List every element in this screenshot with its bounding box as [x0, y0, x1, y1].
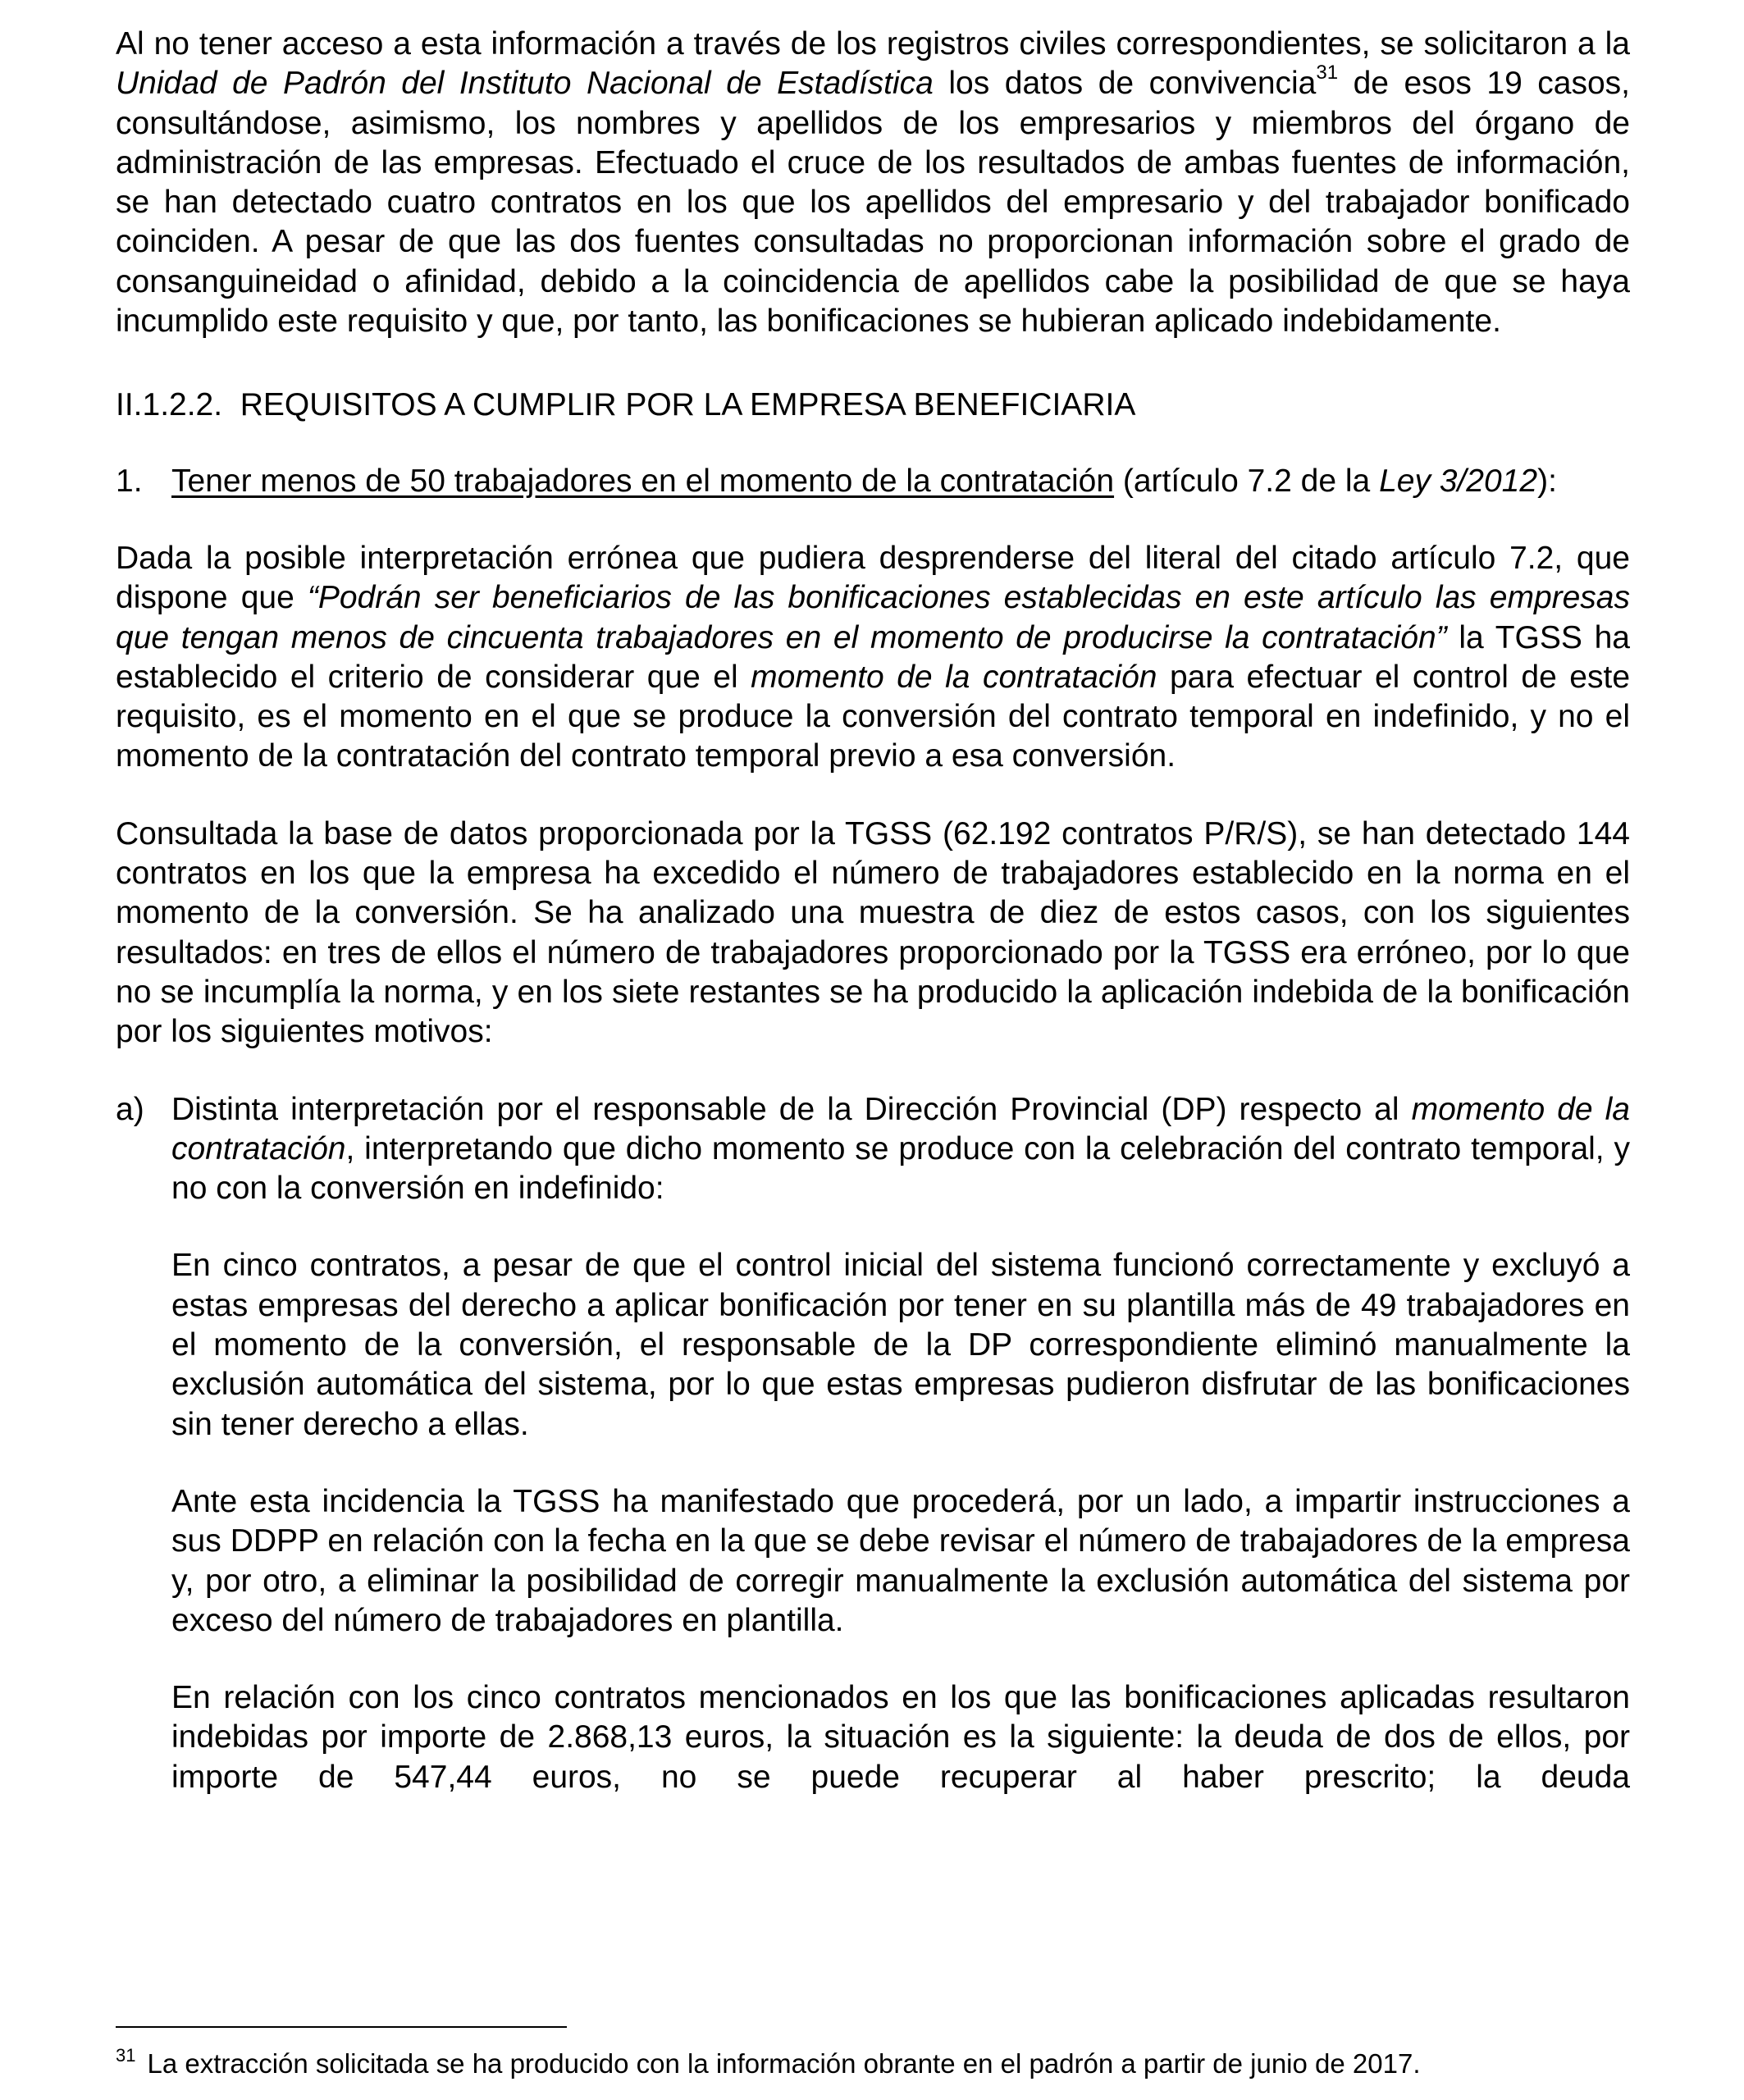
paragraph-tgss-response: Ante esta incidencia la TGSS ha manifestado que procederá, por un lado, a impartir instrucciones a sus DDPP en relación con la fecha en la que se debe revisar el número de trabajadores de la empresa y, por otro, a eliminar la posibilidad de corregir manualmente la exclusión automática del sistema por exceso del número de trabajadores en plantilla.	[171, 1483, 1630, 1638]
quoted-article: “Podrán ser beneficiarios de las bonificaciones establecidas en este artículo las empresas que tengan menos de cincuenta trabajadores en el momento de producirse la contratación”	[116, 580, 1630, 655]
list-item-a: a) Distinta interpretación por el responsable de la Dirección Provincial (DP) respecto al momento de la contratación, interpretando que dicho momento se produce con la celebración del contrato temporal, y no con la conversión en indefinido:	[116, 1090, 1630, 1209]
paragraph-deuda: En relación con los cinco contratos mencionados en los que las bonificaciones aplicadas resultaron indebidas por importe de 2.868,13 euros, la situación es la siguiente: la deuda de dos de ellos, por importe de 547,44 euros, no se puede recuperar al haber prescrito; la deuda	[171, 1680, 1630, 1795]
list-marker: a)	[116, 1091, 144, 1127]
footnote-separator	[116, 2026, 567, 2028]
paragraph-padron: Al no tener acceso a esta información a través de los registros civiles correspondientes, se solicitaron a la Unidad de Padrón del Instituto Nacional de Estadística los datos de convivencia$^{31}$ de esos 19 casos, consultándose, asimismo, los nombres y apellidos de los empresarios y miembros del órgano de administración de las empresas. Efectuado el cruce de los resultados de ambas fuentes de información, se han detectado cuatro contratos en los que los apellidos del empresario y del trabajador bonificado coinciden. A pesar de que las dos fuentes consultadas no proporcionan información sobre el grado de consanguineidad o afinidad, debido a la coincidencia de apellidos cabe la posibilidad de que se haya incumplido este requisito y que, por tanto, las bonificaciones se hubieran aplicado indebidamente.	[116, 26, 1631, 340]
paragraph-database: Consultada la base de datos proporcionada por la TGSS (62.192 contratos P/R/S), se han detectado 144 contratos en los que la empresa ha excedido el número de trabajadores establecido en la norma en el momento de la conversión. Se ha analizado una muestra de diez de estos casos, con los siguientes resultados: en tres de ellos el número de trabajadores proporcionado por la TGSS era erróneo, por lo que no se incumplía la norma, y en los siete restantes se ha producido la aplicación indebida de la bonificación por los siguientes motivos:	[116, 815, 1630, 1050]
section-heading: II.1.2.2. REQUISITOS A CUMPLIR POR LA EMPRESA BENEFICIARIA	[116, 387, 1136, 423]
list-marker: 1.	[116, 463, 143, 499]
footnote-number: 31	[116, 2045, 136, 2066]
list-item-1: 1. Tener menos de 50 trabajadores en el momento de la contratación (artículo 7.2 de la Ley 3/2012):	[116, 462, 1630, 501]
underlined-requirement: Tener menos de 50 trabajadores en el momento de la contratación	[171, 463, 1115, 499]
paragraph-interpretation: Dada la posible interpretación errónea que pudiera desprenderse del literal del citado artículo 7.2, que dispone que “Podrán ser beneficiarios de las bonificaciones establecidas en este artículo las empresas que tengan menos de cincuenta trabajadores en el momento de producirse la contratación” la TGSS ha establecido el criterio de considerar que el momento de la contratación para efectuar el control de este requisito, es el momento en el que se produce la conversión del contrato temporal en indefinido, y no el momento de la contratación del contrato temporal previo a esa conversión.	[116, 540, 1631, 774]
footnote-reference: 31	[1316, 62, 1339, 84]
italic-term: Unidad de Padrón del Instituto Nacional de Estadística	[116, 66, 934, 102]
law-reference: Ley 3/2012	[1379, 463, 1538, 499]
document-page	[116, 25, 1630, 1797]
footnote	[116, 2045, 1421, 2080]
paragraph-cinco-contratos: En cinco contratos, a pesar de que el control inicial del sistema funcionó correctamente y excluyó a estas empresas del derecho a aplicar bonificación por tener en su plantilla más de 49 trabajadores en el momento de la conversión, el responsable de la DP correspondiente eliminó manualmente la exclusión automática del sistema, por lo que estas empresas pudieron disfrutar de las bonificaciones sin tener derecho a ellas.	[171, 1248, 1630, 1442]
footnote-text: La extracción solicitada se ha producido con la información obrante en el padrón a partir de junio de 2017.	[147, 2048, 1421, 2079]
